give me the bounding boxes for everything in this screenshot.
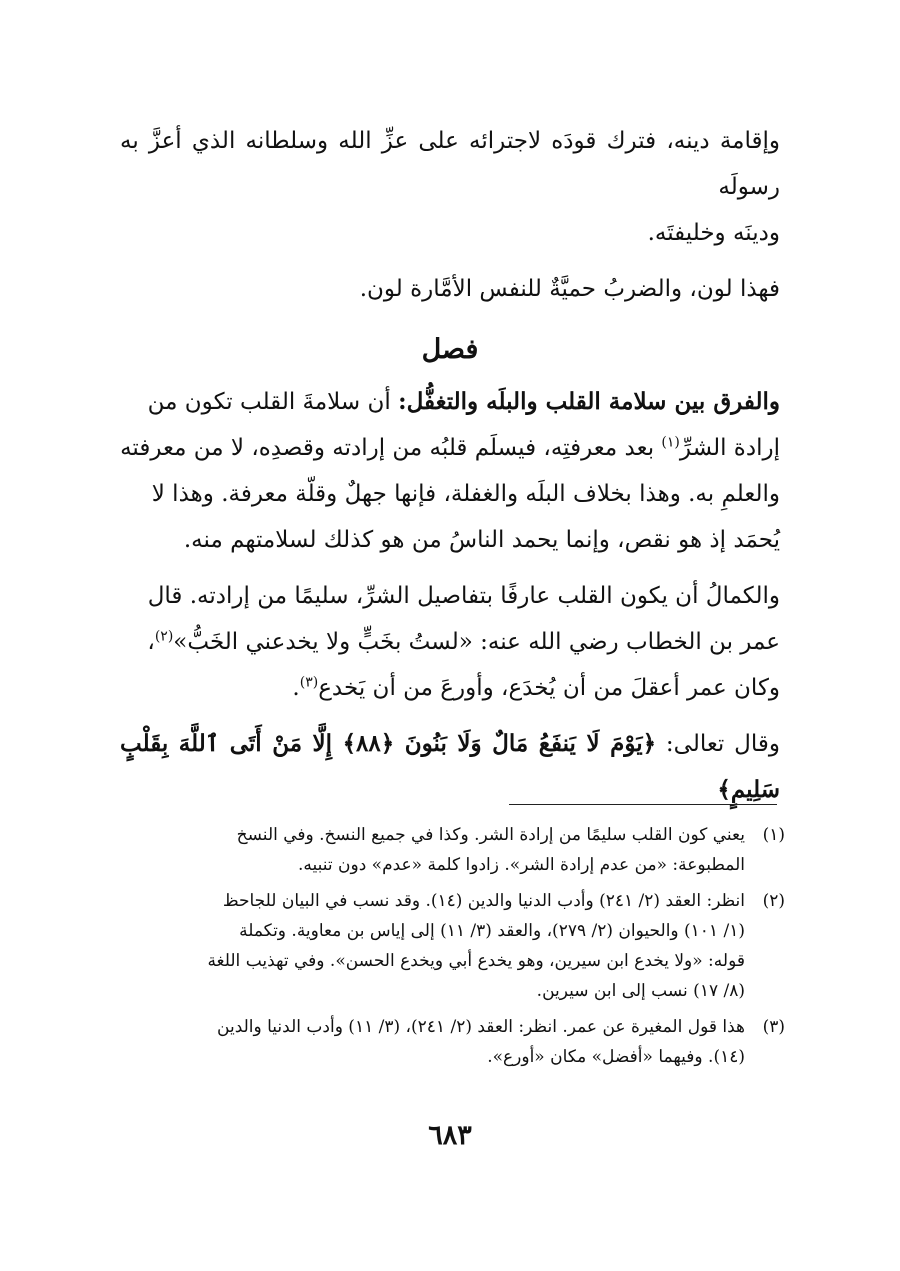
footnote-line: هذا قول المغيرة عن عمر. انظر: العقد (٢/ ٢٤١)، (٣/ ١١) وأدب الدنيا والدين [217,1017,745,1037]
footnote-body [120,1012,745,1072]
text-line [120,721,780,813]
footnote-line: انظر: العقد (٢/ ٢٤١) وأدب الدنيا والدين (١٤). وقد نسب في البيان للجاحظ [222,891,745,911]
lead-phrase: والفرق بين سلامة القلب والبلَه والتغفُّل: [398,388,780,415]
footnotes [120,820,785,1078]
text-span: وقال تعالى: [665,731,780,757]
footnote-line: المطبوعة: «من عدم إرادة الشر». زادوا كلمة «عدم» دون تنبيه. [297,855,745,875]
footnote-ref-3[interactable]: (٣) [299,674,319,691]
text-span: وكان عمر أعقلَ من أن يُخدَع، وأورعَ من أن يَخدع [318,675,780,701]
text-line: يُحمَد إذ هو نقص، وإنما يحمد الناسُ من هو كذلك لسلامتهم منه. [183,527,780,553]
text-line: ودينَه وخليفتَه. [647,220,780,246]
text-line: والكمالُ أن يكون القلب عارفًا بتفاصيل الشرِّ، سليمًا من إرادته. قال [147,583,780,609]
section-heading: فصل [421,334,479,365]
footnote-ref-2[interactable]: (٢) [154,628,174,645]
text-span: ، [147,629,155,655]
footnote-number: (١) [762,825,785,845]
text-line: فهذا لون، والضربُ حميَّةٌ للنفس الأمَّارة لون. [359,276,780,302]
footnote-line: (١/ ١٠١) والحيوان (٢/ ٢٧٩)، والعقد (٣/ ١١) إلى إياس بن معاوية. وتكملة [239,921,745,941]
text-span: إرادة الشرِّ [679,435,780,461]
text-span: عمر بن الخطاب رضي الله عنه: «لستُ بخَبٍّ ولا يخدعني الخَبُّ» [173,629,780,655]
text-span: أن سلامةَ القلب تكون من [147,389,391,415]
text-line [120,665,780,711]
footnote-number: (٢) [762,891,785,911]
footnote-1 [120,820,785,880]
footnote-ref-1[interactable]: (١) [661,434,680,451]
footnote-body [120,886,745,1006]
text-line [120,379,780,425]
footnote-2 [120,886,785,1006]
paragraph-3 [120,379,780,563]
footnote-line: (٨/ ١٧) نسب إلى ابن سيرين. [536,981,745,1001]
footnote-number: (٣) [762,1017,785,1037]
text-span: بعد معرفتِه، فيسلَم قلبُه من إرادته وقصدِه، لا من معرفته [120,435,655,461]
text-span: . [292,675,300,701]
footnote-line: قوله: «ولا يخدع ابن سيرين، وهو يخدع أبي ويخدع الحسن». وفي تهذيب اللغة [207,951,745,971]
text-line: والعلمِ به. وهذا بخلاف البلَه والغفلة، فإنها جهلٌ وقلّة معرفة. وهذا لا [151,481,780,507]
footnote-line: (١٤). وفيهما «أفضل» مكان «أورع». [487,1047,745,1067]
paragraph-2 [120,266,780,312]
footnote-separator [509,804,777,805]
page-number: ٦٨٣ [428,1120,472,1151]
footnote-line: يعني كون القلب سليمًا من إرادة الشر. وكذا في جميع النسخ. وفي النسخ [236,825,745,845]
paragraph-4 [120,573,780,711]
footnote-3 [120,1012,785,1072]
quran-verse: ﴿يَوْمَ لَا يَنفَعُ مَالٌ وَلَا بَنُونَ ﴿٨٨﴾ إِلَّا مَنْ أَتَى ٱللَّهَ بِقَلْبٍ سَلِيمٍ﴾ [120,730,780,803]
text-line: وإقامة دينه، فترك قودَه لاجترائه على عزِّ الله وسلطانه الذي أعزَّ به رسولَه [120,128,780,200]
paragraph-1 [120,118,780,256]
text-line [120,619,780,665]
footnote-body [120,820,745,880]
paragraph-5 [120,721,780,813]
main-text [120,118,780,813]
text-line [120,425,780,471]
